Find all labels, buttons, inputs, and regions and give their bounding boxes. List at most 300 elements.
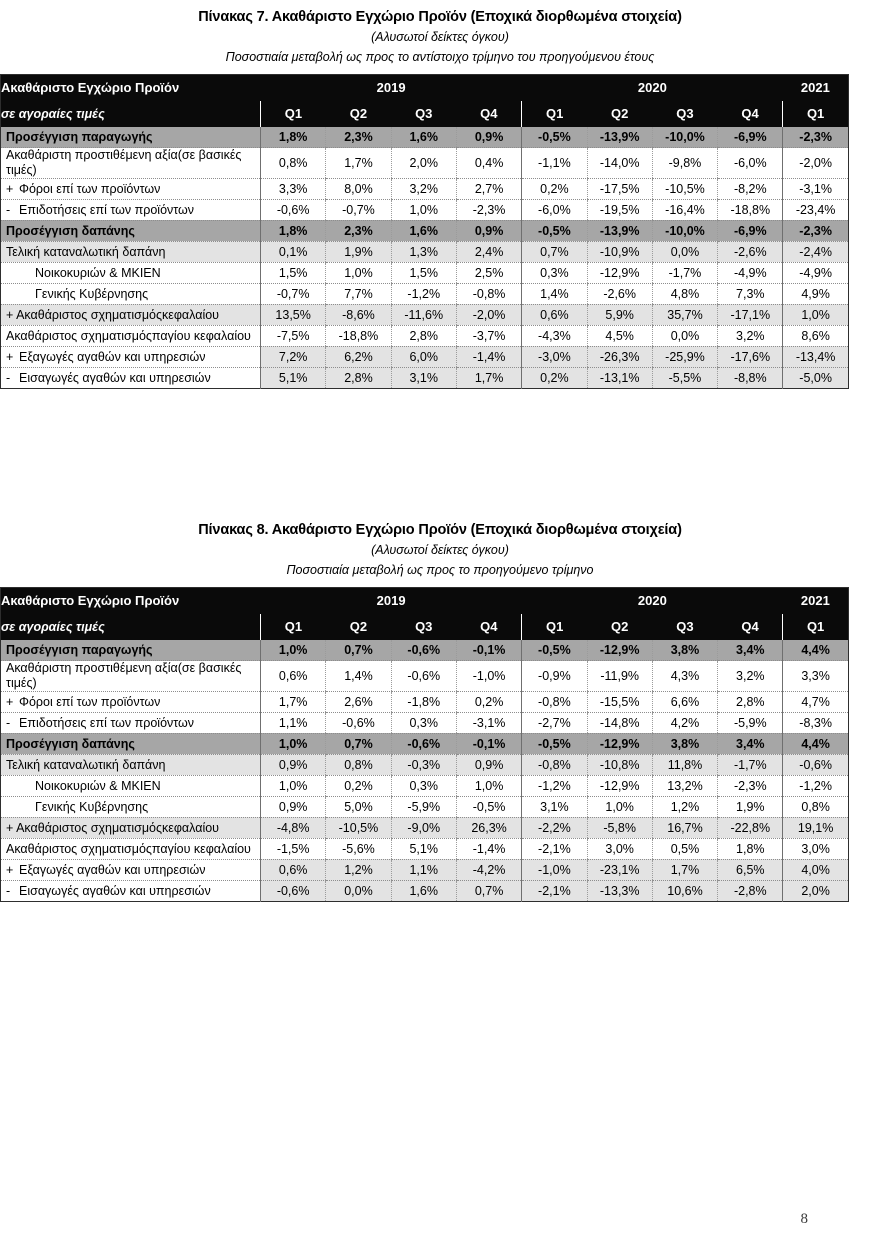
value-cell: -18,8%	[718, 199, 783, 220]
table-row	[1, 880, 849, 901]
value-cell: 1,0%	[783, 304, 848, 325]
value-cell: 4,4%	[783, 733, 848, 754]
table-8-header-q-4: Q1	[522, 614, 587, 640]
value-cell: 1,7%	[326, 148, 391, 179]
value-cell: -14,0%	[587, 148, 652, 179]
value-cell: 3,3%	[783, 661, 848, 692]
value-cell: 2,8%	[391, 325, 456, 346]
table-8-titles	[0, 521, 880, 579]
row-label	[1, 775, 261, 796]
value-cell: 1,3%	[391, 241, 456, 262]
table-7-header-q-4: Q1	[522, 101, 587, 127]
table-row	[1, 712, 849, 733]
value-cell: 1,7%	[456, 367, 521, 388]
value-cell: -25,9%	[652, 346, 717, 367]
value-cell: -15,5%	[587, 691, 652, 712]
row-label	[1, 691, 261, 712]
value-cell: -17,5%	[587, 178, 652, 199]
value-cell: 1,4%	[522, 283, 587, 304]
table-8-header-year-2021: 2021	[783, 587, 848, 614]
value-cell: 1,9%	[718, 796, 783, 817]
row-label-text: Εξαγωγές αγαθών και υπηρεσιών	[19, 349, 206, 364]
value-cell: -1,7%	[718, 754, 783, 775]
value-cell: 0,7%	[522, 241, 587, 262]
value-cell: 1,4%	[326, 661, 391, 692]
row-label-line-2: κεφαλαίου	[162, 307, 220, 322]
value-cell: -0,5%	[522, 127, 587, 148]
table-7-header-year-2019: 2019	[261, 74, 522, 101]
value-cell: 3,0%	[783, 838, 848, 859]
value-cell: 0,3%	[522, 262, 587, 283]
value-cell: -6,9%	[718, 127, 783, 148]
value-cell: 1,0%	[587, 796, 652, 817]
value-cell: -5,6%	[326, 838, 391, 859]
value-cell: -2,3%	[456, 199, 521, 220]
value-cell: -11,9%	[587, 661, 652, 692]
table-8-header-row-quarters	[1, 614, 849, 640]
table-7-header-label-top: Ακαθάριστο Εγχώριο Προϊόν	[1, 74, 261, 101]
value-cell: 0,3%	[391, 775, 456, 796]
table-7-header-q-6: Q3	[652, 101, 717, 127]
value-cell: -18,8%	[326, 325, 391, 346]
value-cell: -0,5%	[522, 733, 587, 754]
value-cell: 4,9%	[783, 283, 848, 304]
value-cell: 2,7%	[456, 178, 521, 199]
value-cell: -5,9%	[718, 712, 783, 733]
row-label-text: Νοικοκυριών & ΜΚΙΕΝ	[35, 265, 161, 280]
value-cell: -4,9%	[783, 262, 848, 283]
value-cell: -0,1%	[456, 640, 521, 661]
table-row	[1, 220, 849, 241]
value-cell: -0,9%	[522, 661, 587, 692]
table-8	[0, 587, 849, 902]
table-7-header-q-1: Q2	[326, 101, 391, 127]
value-cell: -4,8%	[261, 817, 326, 838]
value-cell: -1,7%	[652, 262, 717, 283]
table-8-header-q-2: Q3	[391, 614, 456, 640]
table-row	[1, 796, 849, 817]
table-7-header	[1, 74, 849, 127]
row-label-text: Επιδοτήσεις επί των προϊόντων	[19, 202, 195, 217]
value-cell: 3,8%	[652, 640, 717, 661]
value-cell: 1,9%	[326, 241, 391, 262]
row-label-text: Εξαγωγές αγαθών και υπηρεσιών	[19, 862, 206, 877]
table-8-header-year-2020: 2020	[522, 587, 783, 614]
value-cell: -12,9%	[587, 775, 652, 796]
value-cell: 3,2%	[718, 661, 783, 692]
row-label	[1, 127, 261, 148]
value-cell: -10,8%	[587, 754, 652, 775]
value-cell: 1,8%	[718, 838, 783, 859]
value-cell: -9,8%	[652, 148, 717, 179]
row-sign: +	[6, 349, 14, 364]
value-cell: -14,8%	[587, 712, 652, 733]
value-cell: -0,6%	[391, 733, 456, 754]
value-cell: -3,7%	[456, 325, 521, 346]
table-8-header-q-0: Q1	[261, 614, 326, 640]
table-7-header-q-3: Q4	[456, 101, 521, 127]
value-cell: -4,2%	[456, 859, 521, 880]
value-cell: 7,2%	[261, 346, 326, 367]
value-cell: 1,8%	[261, 220, 326, 241]
value-cell: 5,9%	[587, 304, 652, 325]
row-label-text: Προσέγγιση δαπάνης	[6, 736, 135, 751]
value-cell: 2,4%	[456, 241, 521, 262]
page-number: 8	[800, 1211, 808, 1227]
value-cell: -2,4%	[783, 241, 848, 262]
table-8-header-q-5: Q2	[587, 614, 652, 640]
row-label-line-1: + Ακαθάριστος σχηματισμός	[6, 307, 162, 322]
value-cell: -11,6%	[391, 304, 456, 325]
value-cell: 4,4%	[783, 640, 848, 661]
row-label-line-2: κεφαλαίου	[162, 820, 220, 835]
value-cell: -12,9%	[587, 640, 652, 661]
value-cell: -1,2%	[391, 283, 456, 304]
value-cell: -5,5%	[652, 367, 717, 388]
table-7-header-q-0: Q1	[261, 101, 326, 127]
value-cell: -10,5%	[326, 817, 391, 838]
table-row	[1, 733, 849, 754]
value-cell: -9,0%	[391, 817, 456, 838]
value-cell: 5,1%	[261, 367, 326, 388]
table-8-body	[1, 640, 849, 902]
value-cell: 1,0%	[261, 733, 326, 754]
value-cell: -2,7%	[522, 712, 587, 733]
value-cell: -8,2%	[718, 178, 783, 199]
value-cell: -6,9%	[718, 220, 783, 241]
value-cell: 8,0%	[326, 178, 391, 199]
value-cell: -2,3%	[783, 220, 848, 241]
value-cell: -1,5%	[261, 838, 326, 859]
row-label	[1, 367, 261, 388]
row-label-line-1: Ακαθάριστος σχηματισμός	[6, 328, 152, 343]
table-row	[1, 640, 849, 661]
value-cell: -8,8%	[718, 367, 783, 388]
value-cell: 0,1%	[261, 241, 326, 262]
table-7-header-year-2021: 2021	[783, 74, 848, 101]
value-cell: -5,8%	[587, 817, 652, 838]
value-cell: 0,2%	[326, 775, 391, 796]
value-cell: -19,5%	[587, 199, 652, 220]
value-cell: 0,3%	[391, 712, 456, 733]
value-cell: -17,6%	[718, 346, 783, 367]
row-label	[1, 640, 261, 661]
value-cell: 0,8%	[783, 796, 848, 817]
table-row	[1, 283, 849, 304]
value-cell: 1,7%	[652, 859, 717, 880]
row-label-line-1: Ακαθάριστη προστιθέμενη αξία	[6, 661, 178, 676]
value-cell: 6,5%	[718, 859, 783, 880]
value-cell: -16,4%	[652, 199, 717, 220]
table-7-title: Πίνακας 7. Ακαθάριστο Εγχώριο Προϊόν (Εποχικά διορθωμένα στοιχεία)	[198, 9, 682, 25]
table-8-header-q-3: Q4	[456, 614, 521, 640]
table-block-8	[0, 521, 880, 902]
value-cell: 0,0%	[652, 241, 717, 262]
value-cell: 1,2%	[652, 796, 717, 817]
row-label-text: Γενικής Κυβέρνησης	[35, 286, 149, 301]
value-cell: 13,5%	[261, 304, 326, 325]
value-cell: 5,0%	[326, 796, 391, 817]
row-label	[1, 199, 261, 220]
value-cell: -0,6%	[261, 199, 326, 220]
value-cell: 1,6%	[391, 880, 456, 901]
row-sign: +	[6, 862, 14, 877]
value-cell: -10,9%	[587, 241, 652, 262]
table-7-header-label-bottom: σε αγοραίες τιμές	[1, 101, 261, 127]
value-cell: 0,0%	[652, 325, 717, 346]
value-cell: 1,0%	[391, 199, 456, 220]
value-cell: 1,0%	[261, 775, 326, 796]
row-sign: -	[6, 202, 11, 217]
table-8-header	[1, 587, 849, 640]
value-cell: -0,6%	[391, 640, 456, 661]
value-cell: -23,1%	[587, 859, 652, 880]
row-label-text: Γενικής Κυβέρνησης	[35, 799, 149, 814]
row-label-text: Νοικοκυριών & ΜΚΙΕΝ	[35, 778, 161, 793]
value-cell: -1,0%	[456, 661, 521, 692]
row-label-text: Φόροι επί των προϊόντων	[19, 181, 161, 196]
value-cell: -2,0%	[456, 304, 521, 325]
row-sign: -	[6, 883, 11, 898]
value-cell: -13,3%	[587, 880, 652, 901]
value-cell: 1,1%	[391, 859, 456, 880]
value-cell: -17,1%	[718, 304, 783, 325]
value-cell: 8,6%	[783, 325, 848, 346]
value-cell: 4,3%	[652, 661, 717, 692]
row-label	[1, 859, 261, 880]
value-cell: -26,3%	[587, 346, 652, 367]
value-cell: 1,5%	[391, 262, 456, 283]
table-row	[1, 838, 849, 859]
value-cell: 10,6%	[652, 880, 717, 901]
value-cell: -12,9%	[587, 262, 652, 283]
value-cell: 0,9%	[456, 127, 521, 148]
value-cell: -0,1%	[456, 733, 521, 754]
value-cell: -3,1%	[783, 178, 848, 199]
table-row	[1, 754, 849, 775]
value-cell: -2,6%	[587, 283, 652, 304]
value-cell: 0,8%	[261, 148, 326, 179]
row-label-line-1: Ακαθάριστος σχηματισμός	[6, 841, 152, 856]
row-label	[1, 283, 261, 304]
row-label-line-1: Ακαθάριστη προστιθέμενη αξία	[6, 148, 178, 163]
value-cell: 1,5%	[261, 262, 326, 283]
value-cell: 3,2%	[718, 325, 783, 346]
value-cell: -13,4%	[783, 346, 848, 367]
table-8-title: Πίνακας 8. Ακαθάριστο Εγχώριο Προϊόν (Εποχικά διορθωμένα στοιχεία)	[198, 522, 682, 538]
row-label	[1, 754, 261, 775]
value-cell: 26,3%	[456, 817, 521, 838]
value-cell: -0,8%	[522, 754, 587, 775]
value-cell: 0,2%	[456, 691, 521, 712]
value-cell: 1,0%	[261, 640, 326, 661]
value-cell: 0,0%	[326, 880, 391, 901]
row-label	[1, 880, 261, 901]
value-cell: 16,7%	[652, 817, 717, 838]
table-row	[1, 178, 849, 199]
value-cell: -1,1%	[522, 148, 587, 179]
value-cell: 0,4%	[456, 148, 521, 179]
row-label	[1, 712, 261, 733]
value-cell: 6,0%	[391, 346, 456, 367]
row-label-text: Προσέγγιση δαπάνης	[6, 223, 135, 238]
value-cell: 2,3%	[326, 220, 391, 241]
value-cell: 0,9%	[456, 220, 521, 241]
row-sign: -	[6, 715, 11, 730]
value-cell: 0,8%	[326, 754, 391, 775]
table-row	[1, 691, 849, 712]
table-8-header-row-years	[1, 587, 849, 614]
value-cell: -13,1%	[587, 367, 652, 388]
value-cell: 7,3%	[718, 283, 783, 304]
value-cell: -2,0%	[783, 148, 848, 179]
table-row	[1, 325, 849, 346]
value-cell: 6,6%	[652, 691, 717, 712]
table-7-titles	[0, 8, 880, 66]
value-cell: -6,0%	[522, 199, 587, 220]
table-7-header-q-5: Q2	[587, 101, 652, 127]
table-row	[1, 148, 849, 179]
value-cell: -2,1%	[522, 838, 587, 859]
row-label	[1, 817, 261, 838]
value-cell: 19,1%	[783, 817, 848, 838]
value-cell: -3,1%	[456, 712, 521, 733]
row-label-text: Επιδοτήσεις επί των προϊόντων	[19, 715, 195, 730]
value-cell: -0,7%	[326, 199, 391, 220]
value-cell: -10,5%	[652, 178, 717, 199]
table-8-header-year-2019: 2019	[261, 587, 522, 614]
value-cell: -10,0%	[652, 127, 717, 148]
value-cell: -1,4%	[456, 838, 521, 859]
table-7-header-row-quarters	[1, 101, 849, 127]
row-label-text: Τελική καταναλωτική δαπάνη	[6, 757, 166, 772]
row-label-line-2: (σε βασικές τιμές)	[6, 148, 242, 178]
value-cell: -6,0%	[718, 148, 783, 179]
row-label-text: Τελική καταναλωτική δαπάνη	[6, 244, 166, 259]
value-cell: -1,2%	[783, 775, 848, 796]
value-cell: -8,3%	[783, 712, 848, 733]
value-cell: -1,4%	[456, 346, 521, 367]
value-cell: 4,8%	[652, 283, 717, 304]
table-7-subtitle-1: (Αλυσωτοί δείκτες όγκου)	[371, 30, 509, 45]
table-8-header-q-1: Q2	[326, 614, 391, 640]
value-cell: -13,9%	[587, 127, 652, 148]
table-7	[0, 74, 849, 389]
table-8-subtitle-2: Ποσοστιαία μεταβολή ως προς το προηγούμενο τρίμηνο	[286, 563, 594, 577]
value-cell: -13,9%	[587, 220, 652, 241]
value-cell: 35,7%	[652, 304, 717, 325]
table-row	[1, 859, 849, 880]
value-cell: 2,8%	[326, 367, 391, 388]
value-cell: 1,8%	[261, 127, 326, 148]
table-row	[1, 817, 849, 838]
row-sign: -	[6, 370, 11, 385]
value-cell: 3,8%	[652, 733, 717, 754]
row-label	[1, 220, 261, 241]
row-label	[1, 796, 261, 817]
table-8-header-label-bottom: σε αγοραίες τιμές	[1, 614, 261, 640]
value-cell: 3,1%	[391, 367, 456, 388]
value-cell: -7,5%	[261, 325, 326, 346]
value-cell: -4,9%	[718, 262, 783, 283]
value-cell: 0,2%	[522, 367, 587, 388]
value-cell: -2,2%	[522, 817, 587, 838]
row-label	[1, 304, 261, 325]
table-row	[1, 304, 849, 325]
table-7-body	[1, 127, 849, 389]
table-row	[1, 775, 849, 796]
row-label-text: Φόροι επί των προϊόντων	[19, 694, 161, 709]
value-cell: -0,6%	[391, 661, 456, 692]
row-label-line-2: παγίου κεφαλαίου	[151, 841, 251, 856]
row-label-text: Προσέγγιση παραγωγής	[6, 129, 153, 144]
value-cell: -0,6%	[326, 712, 391, 733]
row-label	[1, 241, 261, 262]
table-8-subtitle-1: (Αλυσωτοί δείκτες όγκου)	[371, 543, 509, 558]
value-cell: 3,4%	[718, 733, 783, 754]
row-label	[1, 148, 261, 179]
value-cell: -2,6%	[718, 241, 783, 262]
value-cell: 2,3%	[326, 127, 391, 148]
row-label	[1, 178, 261, 199]
value-cell: -10,0%	[652, 220, 717, 241]
value-cell: -0,8%	[522, 691, 587, 712]
table-8-header-q-7: Q4	[718, 614, 783, 640]
row-sign: +	[6, 694, 14, 709]
value-cell: -1,8%	[391, 691, 456, 712]
table-7-header-q-8: Q1	[783, 101, 848, 127]
row-label	[1, 838, 261, 859]
value-cell: 3,1%	[522, 796, 587, 817]
value-cell: -1,0%	[522, 859, 587, 880]
value-cell: 2,8%	[718, 691, 783, 712]
row-label-line-1: + Ακαθάριστος σχηματισμός	[6, 820, 162, 835]
table-8-header-label-top: Ακαθάριστο Εγχώριο Προϊόν	[1, 587, 261, 614]
table-row	[1, 367, 849, 388]
value-cell: 3,4%	[718, 640, 783, 661]
value-cell: 13,2%	[652, 775, 717, 796]
value-cell: -0,6%	[261, 880, 326, 901]
value-cell: 2,5%	[456, 262, 521, 283]
row-sign: +	[6, 181, 14, 196]
value-cell: -0,8%	[456, 283, 521, 304]
value-cell: 1,7%	[261, 691, 326, 712]
value-cell: 4,2%	[652, 712, 717, 733]
value-cell: 2,0%	[783, 880, 848, 901]
value-cell: -0,3%	[391, 754, 456, 775]
value-cell: 1,6%	[391, 220, 456, 241]
table-7-header-year-2020: 2020	[522, 74, 783, 101]
value-cell: 5,1%	[391, 838, 456, 859]
table-row	[1, 241, 849, 262]
value-cell: 4,5%	[587, 325, 652, 346]
value-cell: 0,7%	[456, 880, 521, 901]
value-cell: -1,2%	[522, 775, 587, 796]
value-cell: 0,6%	[261, 859, 326, 880]
value-cell: 3,0%	[587, 838, 652, 859]
value-cell: -4,3%	[522, 325, 587, 346]
table-row	[1, 127, 849, 148]
value-cell: 0,9%	[261, 754, 326, 775]
value-cell: 0,6%	[522, 304, 587, 325]
row-label	[1, 346, 261, 367]
value-cell: 4,0%	[783, 859, 848, 880]
table-7-header-q-2: Q3	[391, 101, 456, 127]
table-row	[1, 262, 849, 283]
value-cell: -0,5%	[522, 220, 587, 241]
value-cell: -0,5%	[456, 796, 521, 817]
row-label	[1, 262, 261, 283]
